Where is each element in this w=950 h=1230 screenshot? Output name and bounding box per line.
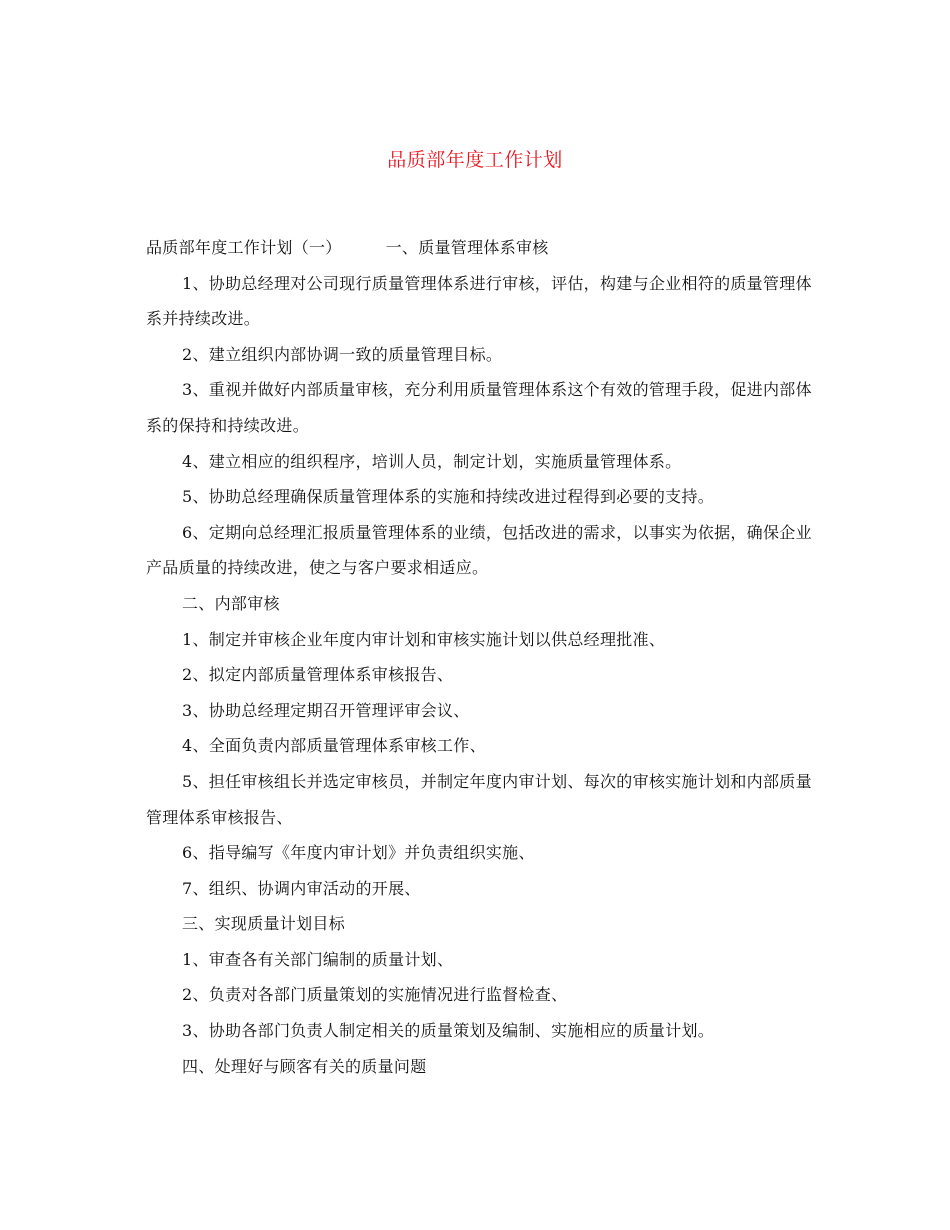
- heading-line: [146, 230, 812, 266]
- paragraph: 6、指导编写《年度内审计划》并负责组织实施、: [182, 843, 535, 863]
- document-title: 品质部年度工作计划: [387, 149, 563, 171]
- paragraph: 2、建立组织内部协调一致的质量管理目标。: [182, 344, 503, 364]
- paragraph: 3、协助各部门负责人制定相关的质量策划及编制、实施相应的质量计划。: [182, 1021, 715, 1041]
- paragraph: 6、定期向总经理汇报质量管理体系的业绩，包括改进的需求，以事实为依据，确保企业产品质量的持续改进，使之与客户要求相适应。: [146, 522, 812, 578]
- section-heading: 四、处理好与顾客有关的质量问题: [182, 1056, 427, 1076]
- paragraph: 2、负责对各部门质量策划的实施情况进行监督检查、: [182, 985, 568, 1005]
- section-heading: 三、实现质量计划目标: [182, 914, 346, 934]
- paragraph: 3、重视并做好内部质量审核，充分利用质量管理体系这个有效的管理手段，促进内部体系的保持和持续改进。: [146, 380, 812, 435]
- paragraph: 1、协助总经理对公司现行质量管理体系进行审核，评估，构建与企业相符的质量管理体系并持续改进。: [146, 273, 812, 329]
- paragraph: 3、协助总经理定期召开管理评审会议、: [182, 700, 470, 720]
- paragraph: 2、拟定内部质量管理体系审核报告、: [182, 665, 454, 685]
- paragraph: 4、建立相应的组织程序，培训人员，制定计划，实施质量管理体系。: [182, 451, 682, 471]
- paragraph: 5、协助总经理确保质量管理体系的实施和持续改进过程得到必要的支持。: [182, 487, 715, 507]
- document-body: [146, 230, 812, 1084]
- paragraph: 4、全面负责内部质量管理体系审核工作、: [182, 736, 486, 756]
- paragraph: 5、担任审核组长并选定审核员，并制定年度内审计划、每次的审核实施计划和内部质量管理体系审核报告、: [146, 771, 812, 827]
- section-heading: 二、内部审核: [182, 593, 280, 613]
- plan-part-label: 品质部年度工作计划（一）: [146, 238, 342, 257]
- paragraph: 1、审查各有关部门编制的质量计划、: [182, 949, 454, 969]
- section-heading: 一、质量管理体系审核: [385, 238, 549, 257]
- paragraph: 7、组织、协调内审活动的开展、: [182, 878, 421, 898]
- paragraph: 1、制定并审核企业年度内审计划和审核实施计划以供总经理批准、: [182, 629, 666, 649]
